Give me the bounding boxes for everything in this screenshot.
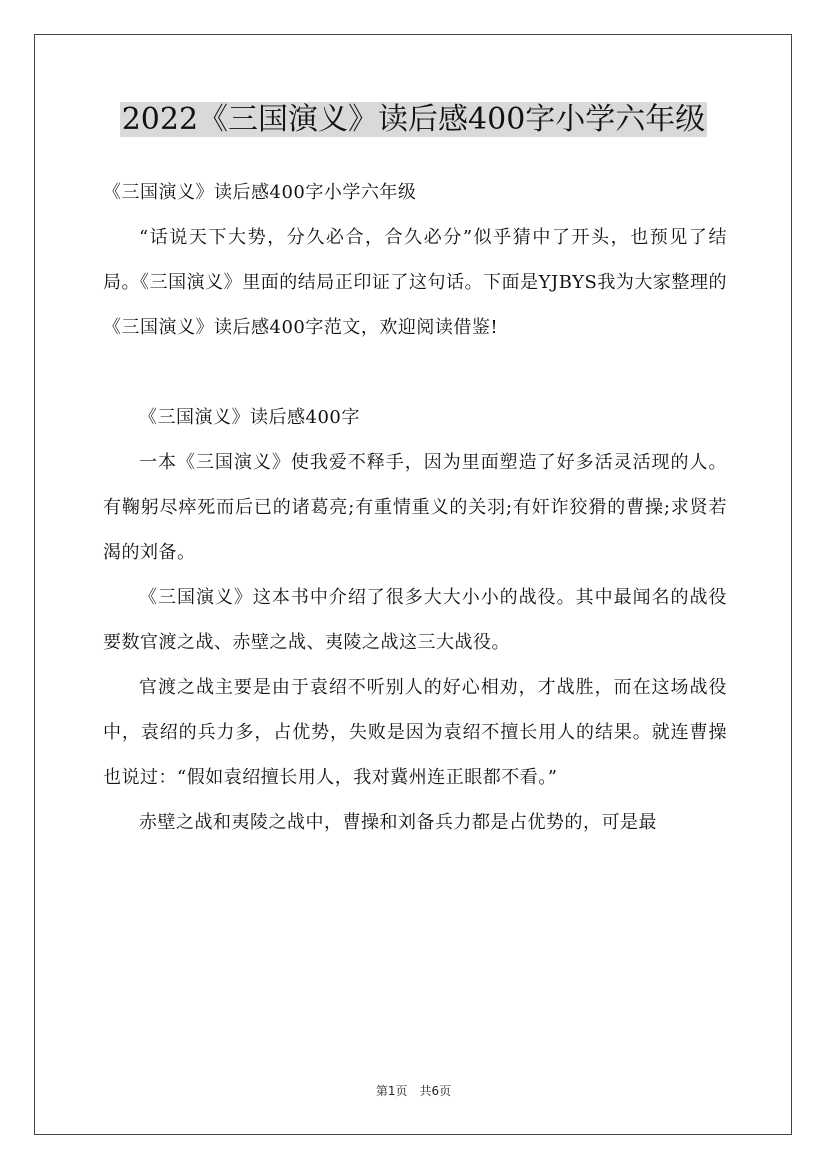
page-footer — [0, 1082, 827, 1099]
body-paragraph: 一本《三国演义》使我爱不释手，因为里面塑造了好多活灵活现的人。有鞠躬尽瘁死而后已的诸葛亮;有重情重义的关羽;有奸诈狡猾的曹操;求贤若渴的刘备。 — [103, 452, 727, 563]
page-total: 共6页 — [419, 1084, 452, 1098]
body-paragraph: 《三国演义》这本书中介绍了很多大大小小的战役。其中最闻名的战役要数官渡之战、赤壁之战、夷陵之战这三大战役。 — [103, 587, 727, 653]
intro-paragraph: “话说天下大势，分久必合，合久必分”似乎猜中了开头，也预见了结局。《三国演义》里面的结局正印证了这句话。下面是YJBYS我为大家整理的《三国演义》读后感400字范文，欢迎阅读借鉴! — [103, 227, 727, 338]
document-body — [103, 170, 727, 845]
document-title: 2022《三国演义》读后感400字小学六年级 — [121, 102, 706, 137]
page-number: 第1页 — [375, 1084, 408, 1098]
body-paragraph: 赤壁之战和夷陵之战中，曹操和刘备兵力都是占优势的，可是最 — [139, 812, 657, 833]
blank-line — [103, 350, 727, 395]
section-heading: 《三国演义》读后感400字 — [139, 407, 360, 428]
body-paragraph: 官渡之战主要是由于袁绍不听别人的好心相劝，才战胜，而在这场战役中，袁绍的兵力多，占优势，失败是因为袁绍不擅长用人的结果。就连曹操也说过：“假如袁绍擅长用人，我对冀州连正眼都不看。” — [103, 677, 727, 788]
document-subtitle: 《三国演义》读后感400字小学六年级 — [103, 182, 417, 203]
